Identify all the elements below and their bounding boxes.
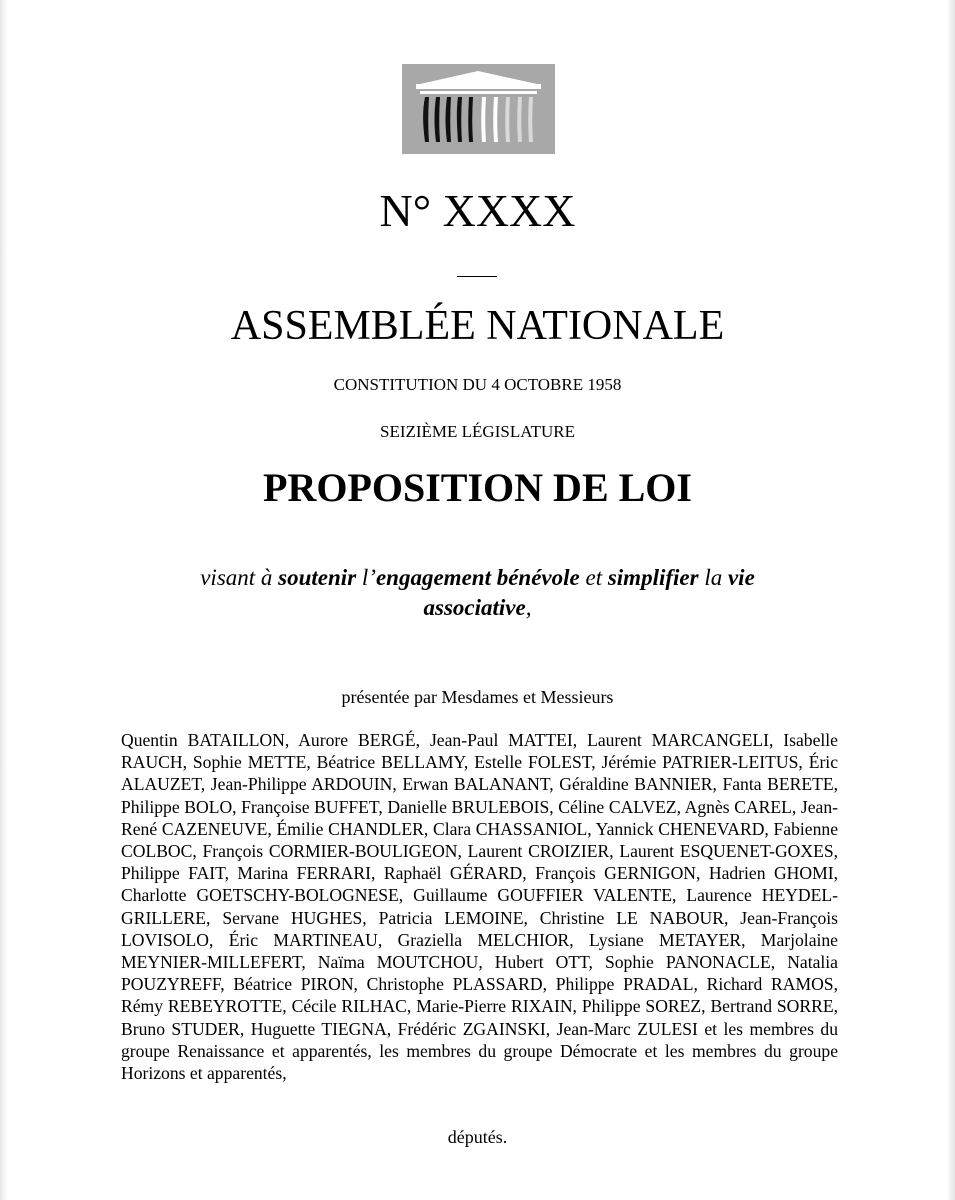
authors-list: Quentin BATAILLON, Aurore BERGÉ, Jean-Paul MATTEI, Laurent MARCANGELI, Isabelle RAUCH, Sophie METTE, Béatrice BELLAMY, Estelle FOLEST, Jérémie PATRIER-LEITUS, Éric ALAUZET, Jean-Philippe ARDOUIN, Erwan BALANANT, Géraldine BANNIER, Fanta BERETE, Philippe BOLO, Françoise BUFFET, Danielle BRULEBOIS, Céline CALVEZ, Agnès CAREL, Jean-René CAZENEUVE, Émilie CHANDLER, Clara CHASSANIOL, Yannick CHENEVARD, Fabienne COLBOC, François CORMIER-BOULIGEON, Laurent CROIZIER, Laurent ESQUENET-GOXES, Philippe FAIT, Marina FERRARI, Raphaël GÉRARD, François GERNIGON, Hadrien GHOMI, Charlotte GOETSCHY-BOLOGNESE, Guillaume GOUFFIER VALENTE, Laurence HEYDEL-GRILLERE, Servane HUGHES, Patricia LEMOINE, Christine LE NABOUR, Jean-François LOVISOLO, Éric MARTINEAU, Graziella MELCHIOR, Lysiane METAYER, Marjolaine MEYNIER-MILLEFERT, Naïma MOUTCHOU, Hubert OTT, Sophie PANONACLE, Natalia POUZYREFF, Béatrice PIRON, Christophe PLASSARD, Philippe PRADAL, Richard RAMOS, Rémy REBEYROTTE, Cécile RILHAC, Marie-Pierre RIXAIN, Philippe SOREZ, Bertrand SORRE, Bruno STUDER, Huguette TIEGNA, Frédéric ZGAINSKI, Jean-Marc ZULESI et les membres du groupe Renaissance et apparentés, les membres du groupe Démocrate et les membres du groupe Horizons et apparentés, (121, 730, 838, 1084)
purpose-keyword: soutenir (278, 565, 357, 590)
proposal-title: PROPOSITION DE LOI (263, 465, 692, 510)
title-separator (457, 276, 497, 277)
page-edge-left (0, 0, 8, 1200)
proposal-purpose (150, 563, 805, 623)
document-number: N° XXXX (379, 185, 576, 236)
page-edge-right (946, 0, 955, 1200)
purpose-keyword: engagement bénévole (375, 565, 580, 590)
closing-deputies: députés. (447, 1127, 508, 1147)
purpose-text: la (698, 565, 728, 590)
legislature-line: SEIZIÈME LÉGISLATURE (379, 422, 575, 441)
assemblee-nationale-logo-icon (402, 64, 555, 154)
purpose-text: l’ (356, 565, 376, 590)
purpose-text: et (579, 565, 608, 590)
purpose-text: visant à (200, 565, 279, 590)
constitution-line: CONSTITUTION DU 4 OCTOBRE 1958 (333, 375, 622, 394)
purpose-keyword: vie associative (423, 565, 755, 620)
purpose-text: , (525, 595, 532, 620)
purpose-keyword: simplifier (607, 565, 699, 590)
presented-by: présentée par Mesdames et Messieurs (341, 687, 614, 707)
assembly-title: ASSEMBLÉE NATIONALE (230, 303, 725, 349)
